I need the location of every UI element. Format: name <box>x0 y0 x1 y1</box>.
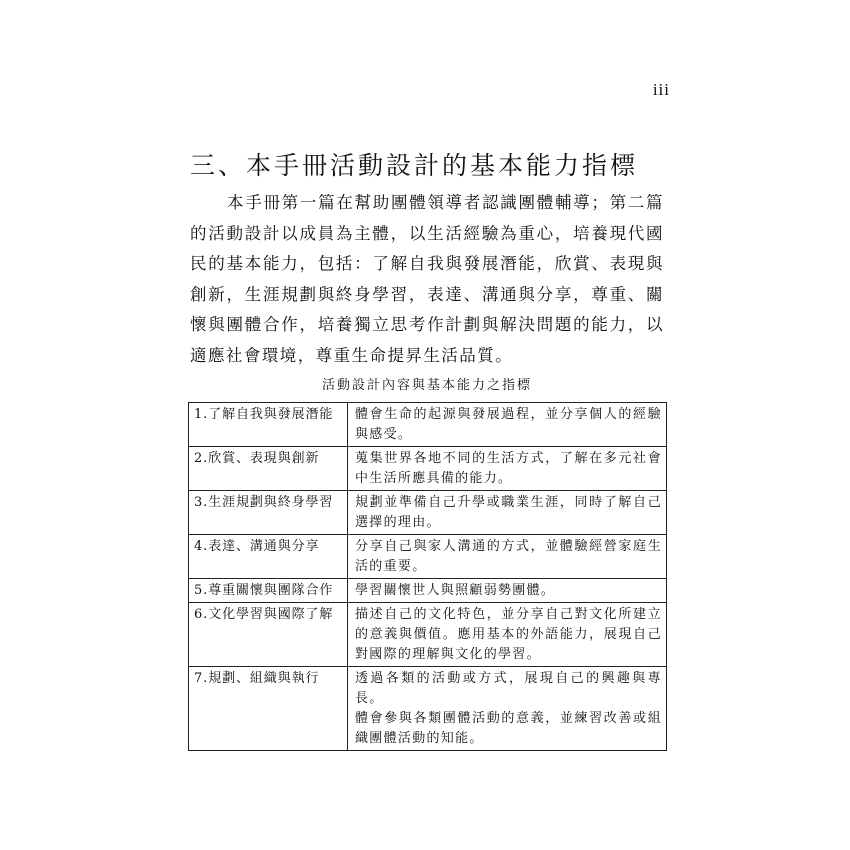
content-text: 描述自己的文化特色，並分享自己對文化所建立的意義與價值。應用基本的外語能力，展現自己對國際的理解與文化的學習。 <box>355 607 662 662</box>
content-text: 分享自己與家人溝通的方式，並體驗經營家庭生活的重要。 <box>355 539 662 574</box>
body-paragraph: 本手冊第一篇在幫助團體領導者認識團體輔導；第二篇的活動設計以成員為主體，以生活經驗為重心，培養現代國民的基本能力，包括：了解自我與發展潛能，欣賞、表現與創新，生涯規劃與終身學習，表達、溝通與分享，尊重、關懷與團體合作，培養獨立思考作計劃與解決問題的能力，以適應社會環境，尊重生命提昇生活品質。 <box>190 193 664 365</box>
table-row <box>189 491 667 535</box>
table-row <box>189 579 667 603</box>
ability-cell: 7.規劃、組織與執行 <box>189 667 348 751</box>
content-text: 蒐集世界各地不同的生活方式，了解在多元社會中生活所應具備的能力。 <box>355 451 662 486</box>
ability-cell: 5.尊重關懷與團隊合作 <box>189 579 348 603</box>
ability-cell: 2.欣賞、表現與創新 <box>189 447 348 491</box>
ability-cell: 3.生涯規劃與終身學習 <box>189 491 348 535</box>
content-cell <box>348 579 667 603</box>
content-text: 體會參與各類團體活動的意義，並練習改善或組織團體活動的知能。 <box>355 711 662 746</box>
table-row <box>189 403 667 447</box>
page-number: iii <box>652 80 670 99</box>
content-cell <box>348 603 667 667</box>
table-row <box>189 667 667 751</box>
content-text: 體會生命的起源與發展過程，並分享個人的經驗與感受。 <box>355 407 662 442</box>
content-text: 規劃並準備自己升學或職業生涯，同時了解自己選擇的理由。 <box>355 495 662 530</box>
content-text: 透過各類的活動或方式，展現自己的興趣與專長。 <box>355 671 662 706</box>
ability-cell: 4.表達、溝通與分享 <box>189 535 348 579</box>
content-cell <box>348 403 667 447</box>
table-row <box>189 535 667 579</box>
ability-cell: 1.了解自我與發展潛能 <box>189 403 348 447</box>
table-row <box>189 603 667 667</box>
content-cell <box>348 447 667 491</box>
table-row <box>189 447 667 491</box>
ability-cell: 6.文化學習與國際了解 <box>189 603 348 667</box>
ability-indicator-table <box>188 402 667 751</box>
table-caption: 活動設計內容與基本能力之指標 <box>321 378 532 393</box>
content-cell <box>348 667 667 751</box>
content-cell <box>348 535 667 579</box>
content-text: 學習關懷世人與照顧弱勢團體。 <box>355 583 556 598</box>
section-heading: 三、本手冊活動設計的基本能力指標 <box>190 151 639 180</box>
content-cell <box>348 491 667 535</box>
